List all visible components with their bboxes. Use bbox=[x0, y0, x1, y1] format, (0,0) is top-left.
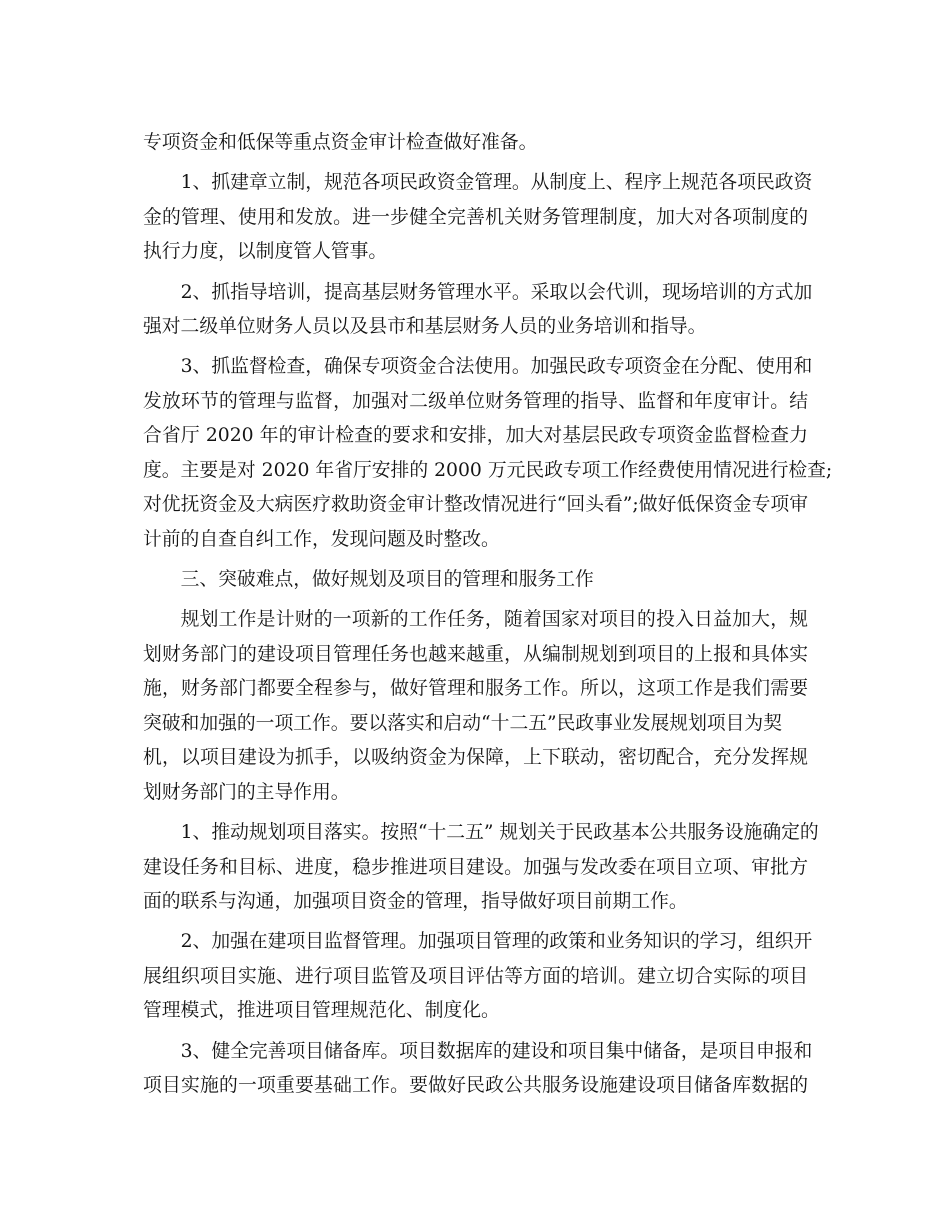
paragraph bbox=[143, 925, 813, 1029]
text-line: 施，财务部门都要全程参与，做好管理和服务工作。所以，这项工作是我们需要 bbox=[143, 678, 808, 700]
text-line: 划财务部门的建设项目管理任务也越来越重，从编制规划到项目的上报和具体实 bbox=[143, 643, 808, 665]
text-line: 合省厅 2020 年的审计检查的要求和安排，加大对基层民政专项资金监督检查力 bbox=[143, 425, 808, 447]
text-line: 金的管理、使用和发放。进一步健全完善机关财务管理制度，加大对各项制度的 bbox=[143, 206, 808, 228]
text-line: 度。主要是对 2020 年省厅安排的 2000 万元民政专项工作经费使用情况进行检查; bbox=[143, 459, 833, 481]
text-line: 突破和加强的一项工作。要以落实和启动“十二五”民政事业发展规划项目为契 bbox=[143, 712, 782, 734]
text-line: 执行力度，以制度管人管事。 bbox=[143, 241, 388, 263]
text-line: 机，以项目建设为抓手，以吸纳资金为保障，上下联动，密切配合，充分发挥规 bbox=[143, 747, 808, 769]
text-line: 1、推动规划项目落实。按照“十二五” 规划关于民政基本公共服务设施确定的 bbox=[180, 822, 819, 843]
continued-paragraph bbox=[143, 126, 808, 161]
text-line: 规划工作是计财的一项新的工作任务，随着国家对项目的投入日益加大，规 bbox=[180, 609, 808, 631]
paragraph bbox=[143, 166, 813, 270]
paragraph bbox=[143, 276, 813, 345]
paragraph bbox=[143, 816, 819, 920]
text-line: 2、加强在建项目监督管理。加强项目管理的政策和业务知识的学习，组织开 bbox=[180, 931, 813, 953]
text-line: 建设任务和目标、进度，稳步推进项目建设。加强与发改委在项目立项、审批方 bbox=[143, 856, 808, 878]
section-heading bbox=[143, 563, 808, 598]
text-line: 强对二级单位财务人员以及县市和基层财务人员的业务培训和指导。 bbox=[143, 316, 707, 337]
text-line: 专项资金和低保等重点资金审计检查做好准备。 bbox=[143, 132, 538, 153]
paragraph bbox=[143, 350, 833, 557]
text-line: 2、抓指导培训，提高基层财务管理水平。采取以会代训，现场培训的方式加 bbox=[180, 281, 813, 303]
text-line: 展组织项目实施、进行项目监管及项目评估等方面的培训。建立切合实际的项目 bbox=[143, 965, 808, 987]
text-line: 项目实施的一项重要基础工作。要做好民政公共服务设施建设项目储备库数据的 bbox=[143, 1075, 808, 1096]
text-line: 划财务部门的主导作用。 bbox=[143, 781, 350, 803]
text-line: 1、抓建章立制，规范各项民政资金管理。从制度上、程序上规范各项民政资 bbox=[180, 172, 813, 194]
text-line: 管理模式，推进项目管理规范化、制度化。 bbox=[143, 1000, 500, 1022]
paragraph bbox=[143, 603, 808, 810]
text-line: 面的联系与沟通，加强项目资金的管理，指导做好项目前期工作。 bbox=[143, 891, 688, 912]
text-line: 对优抚资金及大病医疗救助资金审计整改情况进行“回头看”;做好低保资金专项审 bbox=[143, 494, 808, 516]
text-line: 发放环节的管理与监督，加强对二级单位财务管理的指导、监督和年度审计。结 bbox=[143, 390, 808, 412]
text-line: 计前的自查自纠工作，发现问题及时整改。 bbox=[143, 528, 500, 550]
body-text bbox=[143, 126, 833, 1104]
text-line: 3、抓监督检查，确保专项资金合法使用。加强民政专项资金在分配、使用和 bbox=[180, 356, 813, 378]
text-line: 三、突破难点，做好规划及项目的管理和服务工作 bbox=[180, 569, 594, 590]
paragraph bbox=[143, 1035, 813, 1104]
text-line: 3、健全完善项目储备库。项目数据库的建设和项目集中储备，是项目申报和 bbox=[180, 1040, 813, 1062]
